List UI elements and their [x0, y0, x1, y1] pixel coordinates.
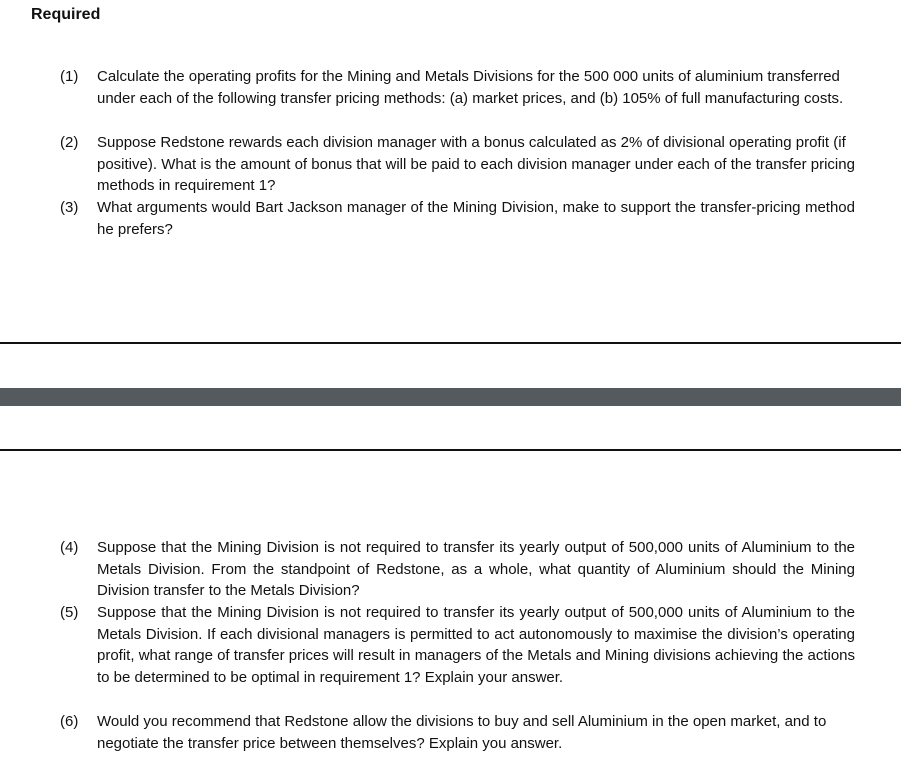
section-heading: Required — [31, 6, 101, 23]
question-text: Suppose that the Mining Division is not required to transfer its yearly output of 500,000 units of Aluminium to the Metals Division. From the standpoint of Redstone, as a whole, what quantity of Aluminium should the Mining Division transfer to the Metals Division? — [97, 539, 855, 599]
question-4 — [60, 537, 855, 602]
question-2 — [60, 132, 855, 197]
question-text: Suppose that the Mining Division is not required to transfer its yearly output of 500,000 units of Aluminium to the Metals Division. If each divisional managers is permitted to act autonomously to maximise the division’s operating profit, what range of transfer prices will result in managers of the Metals and Mining divisions achieving the actions to be determined to be optimal in requirement 1? Explain your answer. — [97, 604, 855, 686]
question-number: (6) — [60, 713, 79, 730]
top-divider-line — [0, 342, 901, 344]
question-number: (1) — [60, 68, 79, 85]
page-break-bar — [0, 388, 901, 406]
question-3 — [60, 197, 855, 240]
question-number: (2) — [60, 134, 79, 151]
question-number: (5) — [60, 604, 79, 621]
question-6 — [60, 711, 855, 754]
bottom-divider-line — [0, 449, 901, 451]
question-text: What arguments would Bart Jackson manager of the Mining Division, make to support the transfer-pricing method he prefers? — [97, 199, 855, 238]
question-number: (4) — [60, 539, 79, 556]
question-1 — [60, 66, 855, 109]
question-text: Would you recommend that Redstone allow the divisions to buy and sell Aluminium in the open market, and to negotiate the transfer price between themselves? Explain you answer. — [97, 713, 827, 752]
question-text: Calculate the operating profits for the Mining and Metals Divisions for the 500 000 units of aluminium transferred under each of the following transfer pricing methods: (a) market prices, and (b) 105% of full manufacturing costs. — [97, 68, 844, 107]
question-5 — [60, 602, 855, 688]
question-text: Suppose Redstone rewards each division manager with a bonus calculated as 2% of divisional operating profit (if positive). What is the amount of bonus that will be paid to each division manager under each of the transfer pricing methods in requirement 1? — [97, 134, 855, 194]
question-number: (3) — [60, 199, 79, 216]
